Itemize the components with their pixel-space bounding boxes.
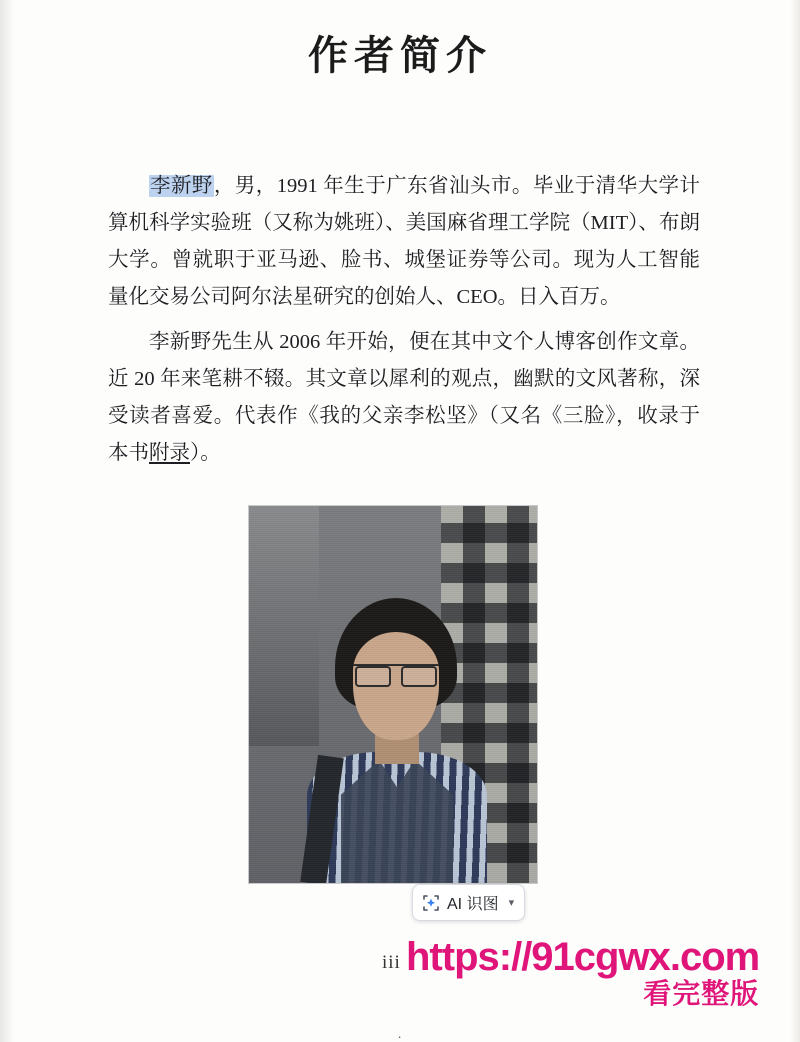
page-folio: iii — [382, 952, 401, 973]
paragraph-1 — [108, 168, 700, 316]
watermark-subtitle: 看完整版 — [643, 978, 760, 1009]
paragraph-2-before-link: 李新野先生从 2006 年开始，便在其中文个人博客创作文章。近 20 年来笔耕不辍。其文章以犀利的观点，幽默的文风著称，深受读者喜爱。代表作《我的父亲李松坚》（又名《三脸》，收录于本书 — [108, 331, 700, 464]
photo-left-panel — [249, 506, 319, 746]
appendix-link[interactable]: 附录 — [149, 442, 190, 464]
paragraph-2-after-link: ）。 — [190, 442, 221, 464]
photo-glasses — [353, 664, 439, 684]
page-title: 作者简介 — [308, 32, 492, 79]
body-text — [108, 168, 700, 476]
author-photo — [248, 505, 538, 884]
ai-sparkle-icon — [421, 893, 441, 913]
page-bottom-dot: . — [398, 1026, 402, 1041]
chevron-down-icon[interactable]: ▾ — [508, 897, 515, 909]
watermark-url: https://91cgwx.com — [406, 935, 760, 979]
ai-recognize-image-button[interactable] — [412, 884, 525, 921]
paragraph-2 — [108, 324, 700, 472]
paragraph-1-rest: ，男，1991 年生于广东省汕头市。毕业于清华大学计算机科学实验班（又称为姚班）、美国麻省理工学院（MIT）、布朗大学。曾就职于亚马逊、脸书、城堡证券等公司。现为人工智能量化交易公司阿尔法星研究的创始人、CEO。日入百万。 — [108, 175, 700, 308]
photo-lens-left — [355, 666, 391, 687]
photo-lens-right — [401, 666, 437, 687]
ai-recognize-image-label: AI 识图 — [447, 896, 499, 913]
watermark — [406, 936, 759, 1010]
selected-text[interactable]: 李新野 — [150, 175, 213, 197]
